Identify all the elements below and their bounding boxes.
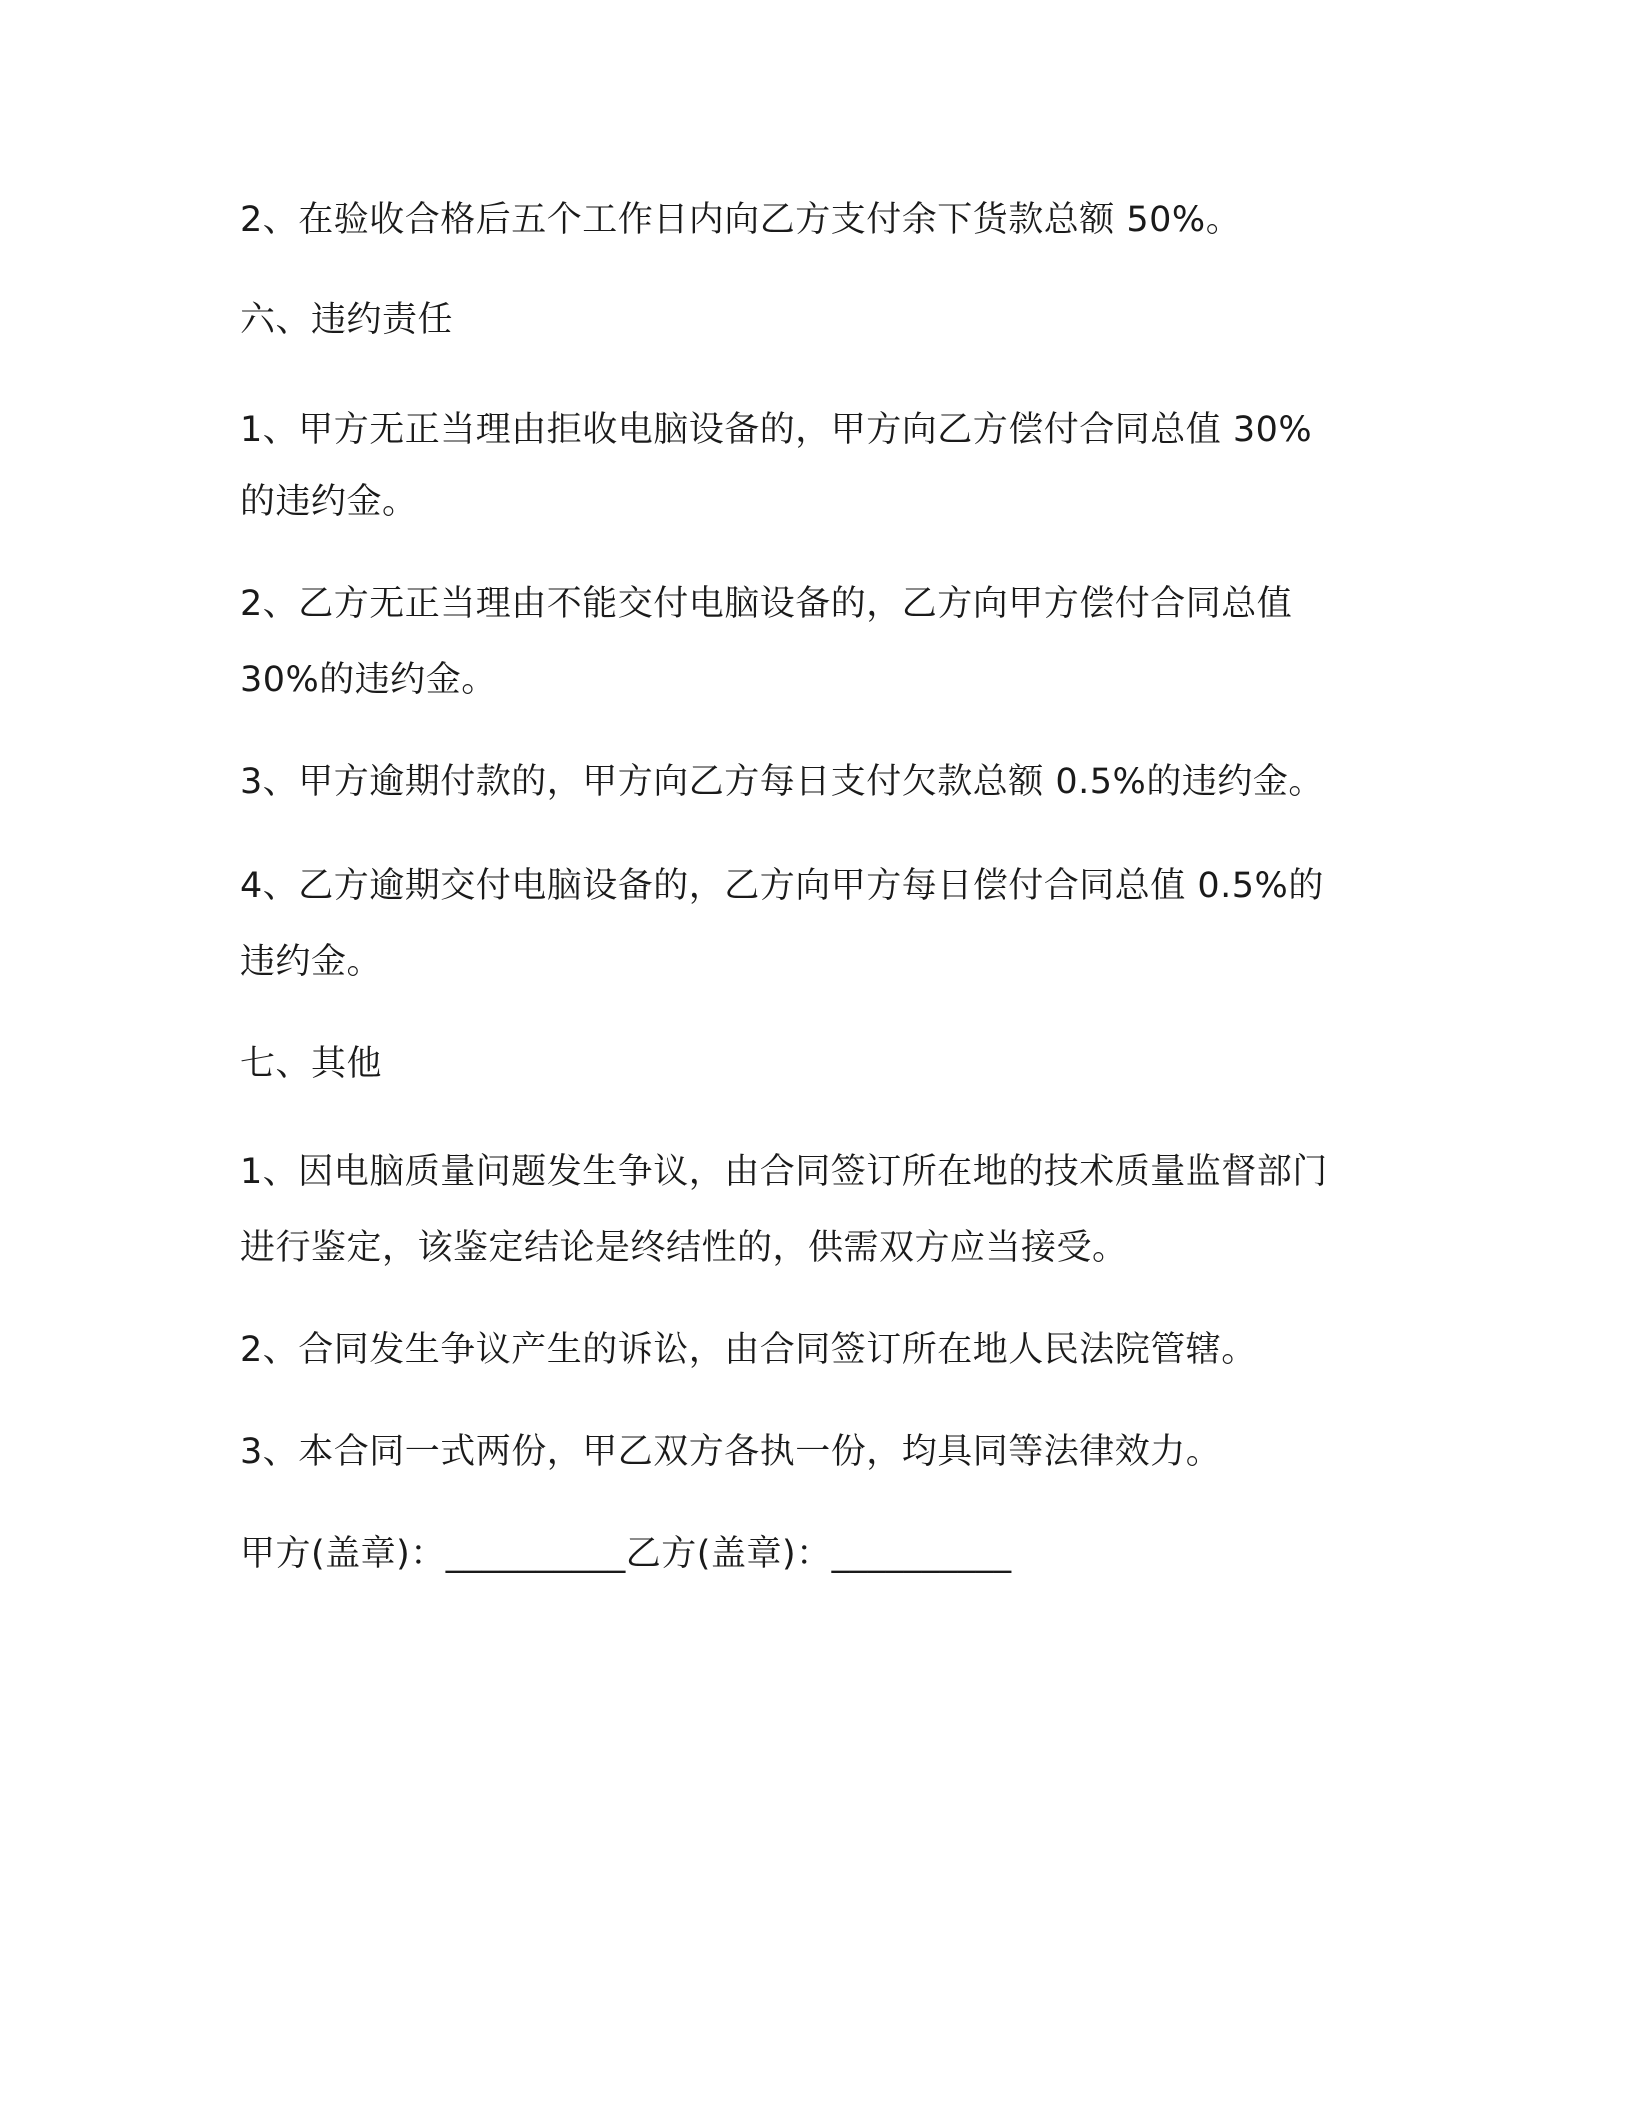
section-6-item-4-line-1: 4、乙方逾期交付电脑设备的，乙方向甲方每日偿付合同总值 0.5%的	[240, 866, 1324, 906]
section-7-item-1-line-1: 1、因电脑质量问题发生争议，由合同签订所在地的技术质量监督部门	[240, 1152, 1328, 1192]
section-6-item-2-line-2: 30%的违约金。	[240, 660, 497, 700]
section-6-item-3: 3、甲方逾期付款的，甲方向乙方每日支付欠款总额 0.5%的违约金。	[240, 762, 1324, 802]
section-7-item-3: 3、本合同一式两份，甲乙双方各执一份，均具同等法律效力。	[240, 1432, 1222, 1472]
section-7-heading: 七、其他	[240, 1044, 383, 1084]
section-6-item-2-line-1: 2、乙方无正当理由不能交付电脑设备的，乙方向甲方偿付合同总值	[240, 584, 1293, 624]
payment-clause-2: 2、在验收合格后五个工作日内向乙方支付余下货款总额 50%。	[240, 200, 1242, 240]
section-7-item-2: 2、合同发生争议产生的诉讼，由合同签订所在地人民法院管辖。	[240, 1330, 1257, 1370]
section-6-heading: 六、违约责任	[240, 300, 454, 340]
section-6-item-4-line-2: 违约金。	[240, 942, 383, 982]
section-6-item-1-line-2: 的违约金。	[240, 482, 418, 522]
section-6-item-1-line-1: 1、甲方无正当理由拒收电脑设备的，甲方向乙方偿付合同总值 30%	[240, 410, 1313, 450]
signature-line: 甲方(盖章)：__________乙方(盖章)：__________	[240, 1534, 1012, 1574]
section-7-item-1-line-2: 进行鉴定，该鉴定结论是终结性的，供需双方应当接受。	[240, 1228, 1128, 1268]
